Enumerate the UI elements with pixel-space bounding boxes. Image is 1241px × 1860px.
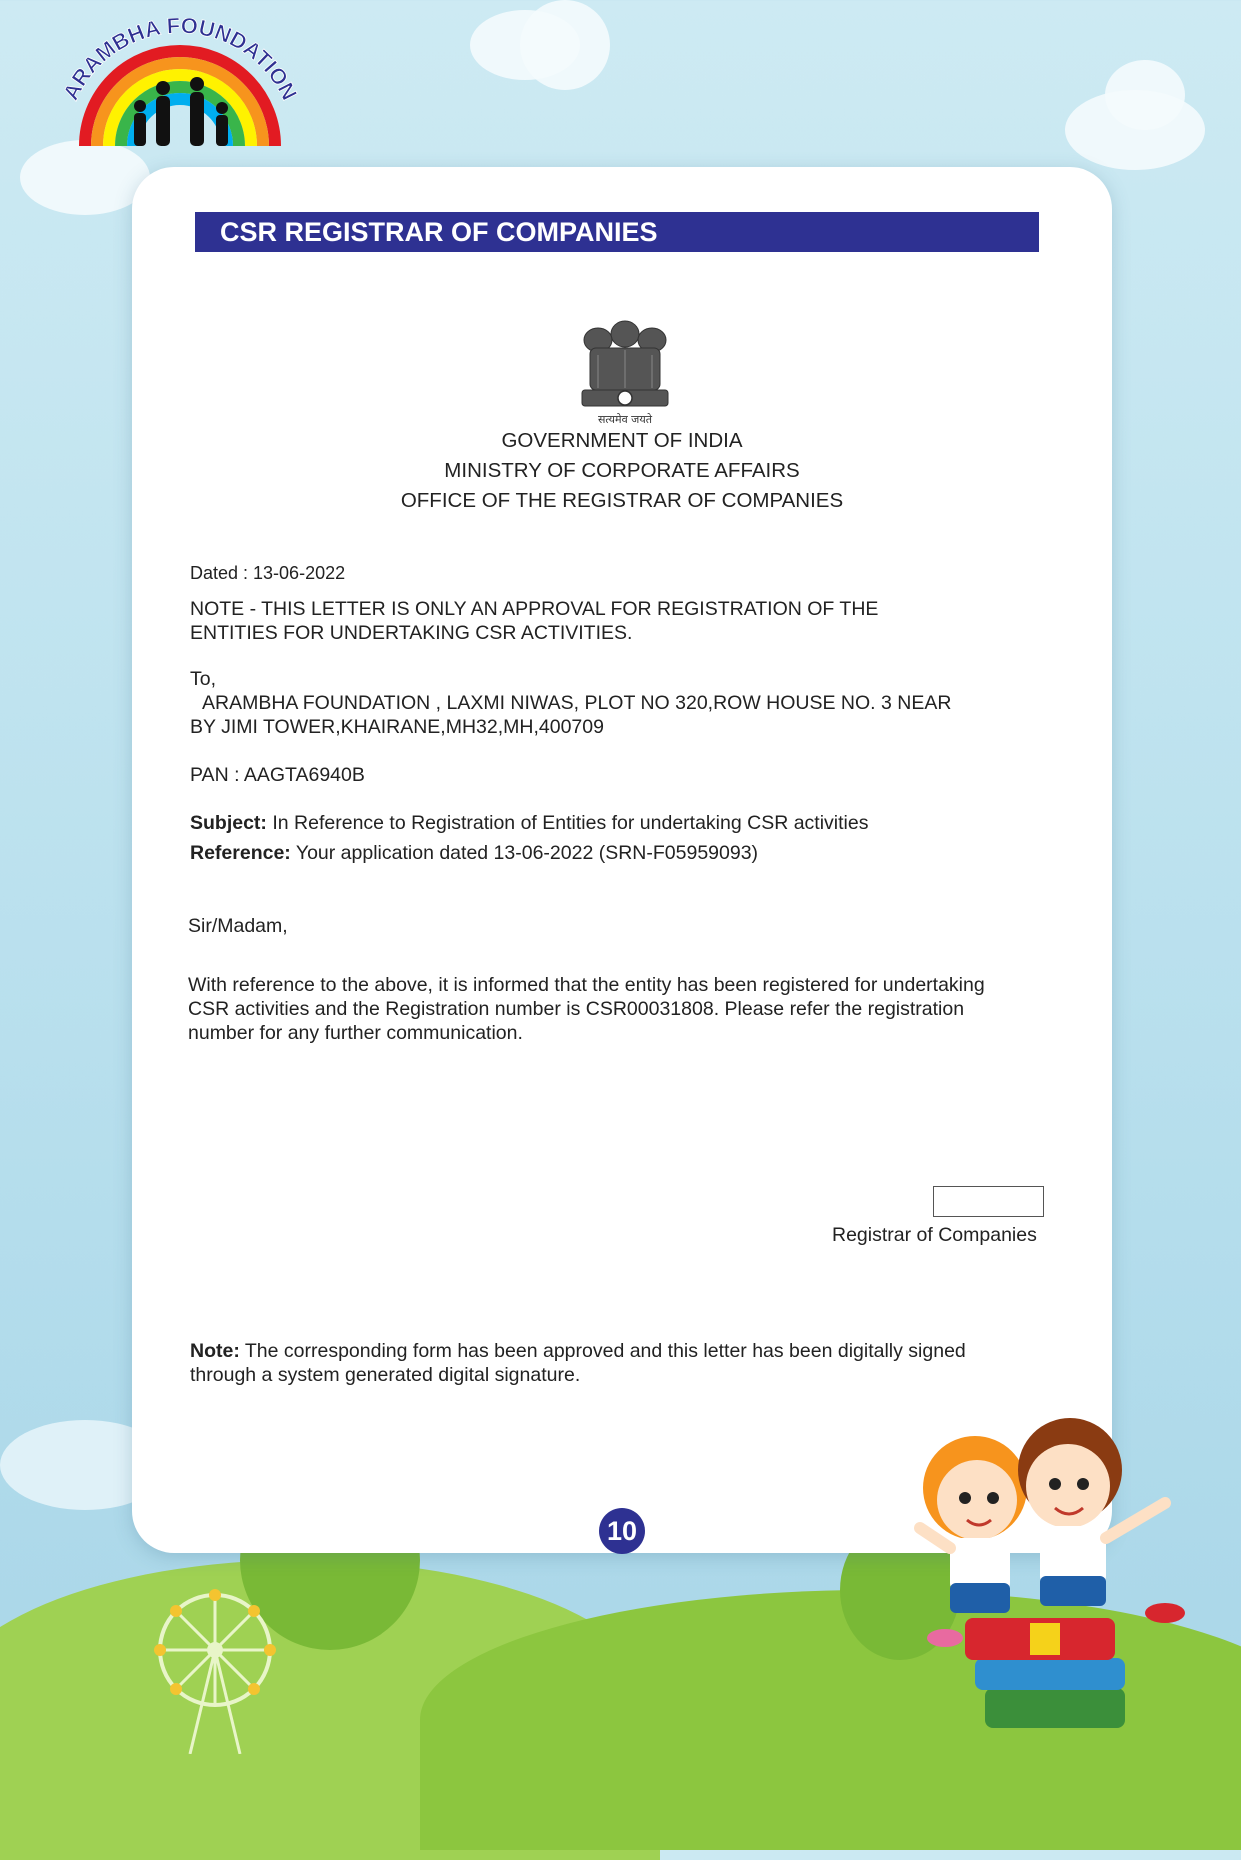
- footer-note-line: through a system generated digital signature.: [190, 1364, 581, 1386]
- footer-note-text: The corresponding form has been approved and this letter has been digitally signed: [239, 1340, 966, 1362]
- signature-box: [933, 1186, 1044, 1217]
- ferris-wheel-illustration: [150, 1580, 280, 1754]
- salutation: Sir/Madam,: [188, 915, 288, 937]
- footer-note-label: Note:: [190, 1340, 240, 1362]
- body-paragraph-line: With reference to the above, it is informed that the entity has been registered for undertaking: [188, 974, 985, 996]
- subject-text: In Reference to Registration of Entities for undertaking CSR activities: [266, 812, 869, 834]
- header-government: GOVERNMENT OF INDIA: [501, 429, 743, 452]
- signatory-title: Registrar of Companies: [832, 1224, 1037, 1246]
- recipient-address-line: BY JIMI TOWER,KHAIRANE,MH32,MH,400709: [190, 716, 604, 738]
- body-paragraph-line: number for any further communication.: [188, 1022, 523, 1044]
- approval-note-line: NOTE - THIS LETTER IS ONLY AN APPROVAL FOR REGISTRATION OF THE: [190, 598, 879, 620]
- letter-date: Dated : 13-06-2022: [190, 563, 346, 583]
- background-cloud: [520, 0, 610, 90]
- section-banner-title: CSR REGISTRAR OF COMPANIES: [195, 212, 1039, 252]
- header-office: OFFICE OF THE REGISTRAR OF COMPANIES: [400, 489, 844, 512]
- arambha-foundation-logo: [55, 18, 305, 153]
- header-ministry: MINISTRY OF CORPORATE AFFAIRS: [444, 459, 800, 482]
- pan-number: PAN : AAGTA6940B: [190, 764, 365, 786]
- kids-on-books-illustration: [905, 1408, 1205, 1754]
- body-paragraph-line: CSR activities and the Registration number is CSR00031808. Please refer the registration: [188, 998, 965, 1020]
- footer-note-line: [190, 1339, 966, 1363]
- svg-text:ARAMBHA FOUNDATION: ARAMBHA FOUNDATION: [57, 18, 303, 105]
- reference-text: Your application dated 13-06-2022 (SRN-F05959093): [290, 842, 759, 864]
- background-cloud: [1105, 60, 1185, 130]
- subject-line: [190, 811, 868, 835]
- recipient-address-line: ARAMBHA FOUNDATION , LAXMI NIWAS, PLOT NO 320,ROW HOUSE NO. 3 NEAR: [202, 692, 952, 714]
- svg-text:सत्यमेव जयते: सत्यमेव जयते: [597, 413, 653, 426]
- page-number-badge: 10: [599, 1508, 645, 1554]
- reference-label: Reference:: [190, 842, 291, 864]
- national-emblem-icon: [570, 310, 680, 428]
- reference-line: [190, 841, 758, 865]
- recipient-to: To,: [190, 668, 217, 690]
- approval-note-line: ENTITIES FOR UNDERTAKING CSR ACTIVITIES.: [190, 622, 633, 644]
- subject-label: Subject:: [190, 812, 267, 834]
